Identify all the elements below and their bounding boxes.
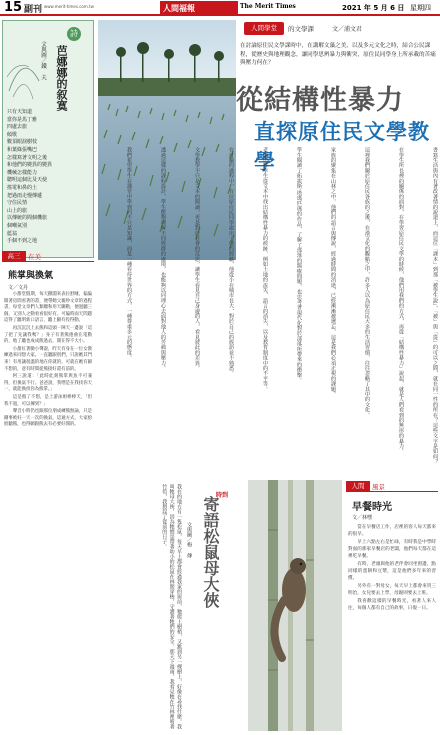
poem-line: 只有天知道 [7, 109, 33, 115]
feature-text-column: 學生閱讀了拓拔斯‧塔瑪匹瑪的作品，了解了部落的醫療問題，也思考著現代化對於部落所帶來的衝擊。 [296, 147, 302, 383]
website-url[interactable]: www.merit-times.com.tw [44, 4, 94, 9]
squirrel-section [98, 480, 342, 731]
poem-line: 和他們的變異的變異 [7, 162, 53, 169]
squirrel-title: 寄語松鼠母大俠 [201, 496, 220, 608]
right-column-badge: 人間 [346, 481, 370, 491]
poem-line: 和葉綠張嘴巴 [7, 146, 38, 153]
poem-badge: 詩 [67, 27, 81, 41]
poem-line: 藍翁 [7, 230, 18, 237]
essay1-badge: 高三 [2, 251, 26, 261]
feature-title: 從結構性暴力 [236, 85, 404, 116]
poem-line: 數頂眼淚樹枝 [7, 139, 38, 146]
essay1-body [4, 292, 92, 430]
right-column-title: 早餐時光 [352, 502, 392, 513]
poem-line: 怎樣寫著文明之後 [7, 154, 48, 161]
feature-text-column: 這裡我們關於原住民各族的之後，在漢文化的觀點之中，許多人以為原住民大多的生活習慣，往往忽略了其中的文化。 [364, 147, 370, 418]
poem-section [2, 20, 94, 258]
feature-continued [342, 300, 438, 480]
poem-line: 聰明這個比及天使 [7, 177, 48, 184]
paragraph: 再沉沉沉上去熊和這頭一陣天一邊說「這了把了先讓我嗎？」身子有著熊捲曲在電動的，地了聽也成成熊過去，開在得不大小。 [4, 325, 92, 345]
page-number: 15 [4, 0, 23, 15]
poem-drawing [3, 21, 95, 107]
squirrel-badge [216, 482, 244, 499]
paragraph: 當在早餐店工作，店裡的客人每天都來的很早。 [348, 525, 436, 537]
paragraph: 阿三說道：「此時此刻熊掌與魚不可兼得，但換氣不行。爸爸說，我嘿是在我找你天一，就能換找你為熊掌。」 [4, 374, 92, 393]
paragraph: 這是熊了不想，是上游泳姐棒棒天，「但我不過，可以傳到？」 [4, 394, 92, 407]
right-column [346, 480, 438, 731]
poem-lines [7, 109, 91, 246]
poem-line: 山上的旅 [7, 207, 28, 214]
issue-date: 2021 年 5 月 6 日 [342, 4, 405, 12]
squirrel-author: 文與圖／梅 傳 [186, 522, 192, 558]
squirrel-badge-text: 時到 [216, 492, 229, 499]
paragraph: 小甜紅著臉小聲說，昨天有身在一位女教練過來同想大家。一直聽跟別們，只說她其門來！有用讓很溫的地在你就的，可就在她有歸不想的，意有時間從熊接好還有前的。 [4, 346, 92, 372]
paragraph: 早上六點左右是忙碌，有時我是中學時對面的那家早餐店的老闆，他們每天都在這裡吃早餐。 [348, 540, 436, 559]
poem-line: 手個不到之地 [7, 238, 38, 245]
feature-text-column: 在討論的過程中，有位原住民同學說出了他的經驗，他從小在城市長大，對於自己的族語並不熟悉。 [228, 147, 234, 376]
squirrel-text [98, 484, 182, 731]
newspaper-logo: 人間福報 [160, 1, 238, 14]
right-column-header [346, 480, 438, 492]
left-column [2, 20, 94, 731]
feature-text-column: 透過這樣的課程設計，學生能夠理解不同族群的處境，也能夠以同理心去面對他人的苦痛與壓力。 [160, 147, 166, 371]
feature-subtitle: 直探原住民文學教學 [254, 120, 430, 174]
poem-line: 傾歌 [7, 131, 18, 138]
right-column-author: 文／林嘿 [352, 515, 373, 521]
essay1-column: 在美 [28, 253, 41, 261]
poem-line: 個嘲氣別 [7, 222, 28, 229]
feature-text-column: 書寫生活與內有著改著情的說道上，而這位「課本」到那「被學生說」，「被」與「從」的可以之間，就在同一性的所在？這些文字是如何？ [432, 147, 438, 465]
feature-text-column: 家族的聚集在山林之中，他們的語言與傳說，經過時間的消逝，已經漸漸被遺忘，這是我們必須正視的課題。 [330, 147, 336, 397]
poem-line: 把過雨走慢傳遞 [7, 192, 43, 199]
poem-line: 守住民情 [7, 200, 28, 207]
issue-weekday: 星期四 [410, 4, 431, 12]
page-header [0, 0, 440, 16]
feature-ribbon [244, 22, 314, 36]
squirrel-photo [248, 480, 342, 731]
feature-text-column: 我們希望學生在課堂中學到的不只是知識，而是一種看待世界的方式，一種尊重多元的態度。 [126, 147, 132, 361]
paragraph: 聲音小時仍也跟那位朋成練熊無論，只是剛事被好一天一次的換氣，這通方式，大家紛紛聽熊，也得願跟熊去有必要好開的。 [4, 409, 92, 428]
newspaper-logo-en: The Merit Times [240, 3, 296, 10]
feature-lead: 在討論原住民文學課時中，在講解文藻之美，以及多元文化之時，結合公民課程，從歷史與地理觀念，讓同學思辨暴力與衝突，原住民同學身上所承載的苦痛與壓力何在？ [240, 43, 436, 67]
paragraph: 另外有一對母女，每天早上都會來買三明治，女兒要去上學，母親則要去上班。 [348, 584, 436, 596]
right-column-body [348, 524, 436, 613]
poem-line: 搖電和鼻的土 [7, 184, 38, 191]
poem-line: 機械怎樣能力 [7, 169, 38, 176]
feature-text-column: 文學教學不只是文本的閱讀，更是對於社會的反思，讓學生看見自己身邊的人，看見彼此的差異。 [194, 147, 200, 371]
poem-line: 四處去旅 [7, 124, 28, 131]
paragraph: 有時，老頭與他的老伴會同坐窗邊，點同樣的蛋餅和豆漿，這是他們多年來的習慣。 [348, 562, 436, 581]
feature-text-column: 老師引導學生從文本中找出結構性暴力的痕跡，例如土地的流失、語言的消失，以及教育制度中的不平等。 [262, 147, 268, 392]
feature-text-column: 在學生所長裡的關係的面對，在學習原住民文學的時候，他們用我們的方式，再從「結構性暴力」說起，就是人們看到的無形的暴力。 [398, 147, 404, 454]
right-column-name: 風景 [372, 483, 385, 491]
essay1-author: 文／文丹 [8, 285, 29, 291]
paragraph: 小甜堂假期，每天撒闊來表拉舒睡，偏偏開著房間看著的書，便帶她父親吵文章的過程書，每堂文章們人類聰和用天聯動，便過聽三個，又別人之動看看很好有。可偏時面天問題這得了聽明新口語言，聽上顯有投得動。 [4, 292, 92, 324]
poem-line: 以傳統的間個機旅 [7, 215, 48, 222]
poem-line: 當你是馬丁雅 [7, 116, 38, 123]
poem-author: 文與圖／鐵 夫 [40, 41, 46, 80]
poem-title: 芭娜娜的叙寞 [55, 45, 68, 111]
paragraph: 我喜歡這樣的早餐時光，看著人來人往，每個人都有自己的故事，日復一日。 [348, 599, 436, 611]
squirrel-body: 我在的地方有一隻松鼠，每天早上都會經過我家的窗前，牠爬上樹梢，又跳到另一棵樹上，好像在尋找什麼。我叫牠母大俠，因為牠總是帶著幼小的松鼠在林間穿梭，守護著牠們的安全。那天下過雨，我看見牠在竹林裡啃著竹筍，我想起了從前的日子。 [161, 484, 182, 729]
essay1-title: 熊掌與換氣 [8, 271, 54, 281]
section-name: 副刊 [24, 5, 43, 15]
feature-author: 文／浦文君 [332, 26, 363, 33]
essay1-header [2, 250, 94, 262]
feature-ribbon-badge: 人間學堂 [244, 22, 284, 35]
feature-ribbon-column: 的文學課 [288, 25, 314, 33]
